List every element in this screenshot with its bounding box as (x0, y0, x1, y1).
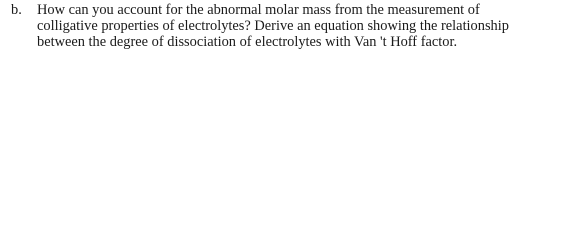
question-marker: b. (11, 2, 22, 18)
question-text-line-3: between the degree of dissociation of electrolytes with Van 't Hoff factor. (37, 34, 458, 50)
question-b (0, 0, 564, 61)
clipped-text-fragment (37, 51, 564, 61)
clipped-next-line (37, 51, 564, 61)
question-text-line-1: How can you account for the abnormal molar mass from the measurement of (37, 2, 480, 18)
question-text-line-2: colligative properties of electrolytes? Derive an equation showing the relationship (37, 18, 509, 34)
